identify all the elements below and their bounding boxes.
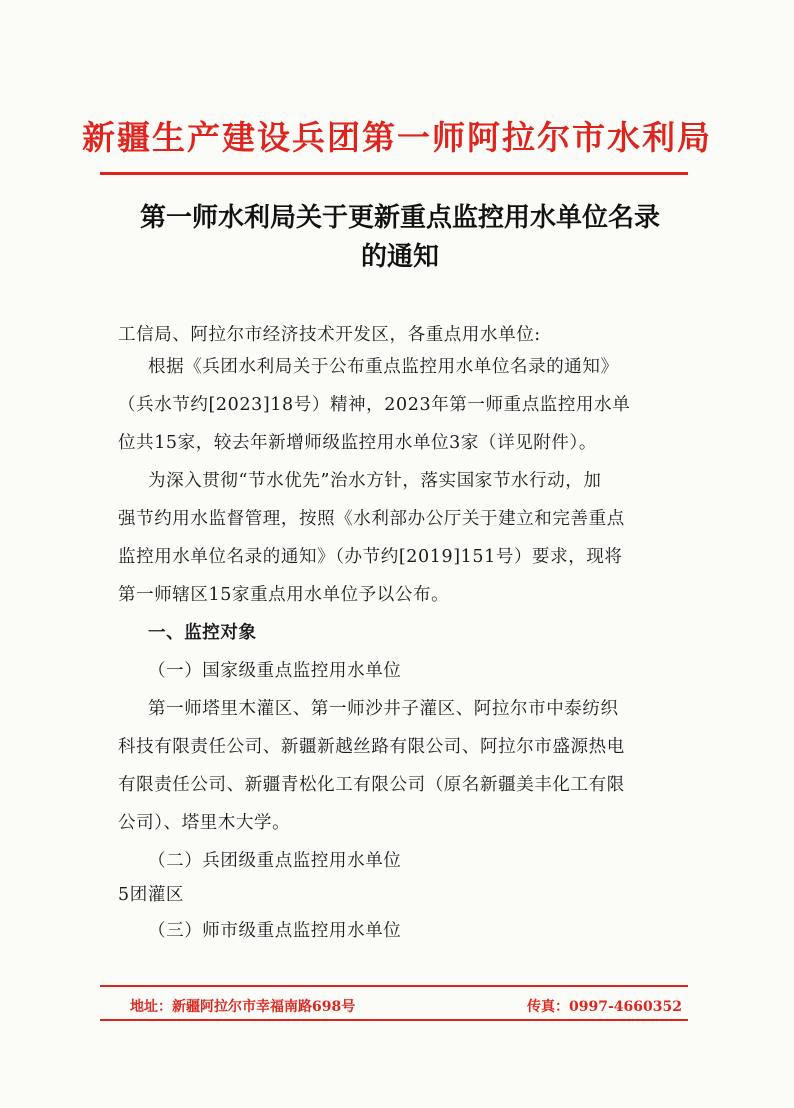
subsection-1-line-3: 有限责任公司、新疆青松化工有限公司（原名新疆美丰化工有限	[118, 775, 625, 795]
subsection-1-heading: （一）国家级重点监控用水单位	[148, 661, 402, 681]
paragraph-2-line-4: 第一师辖区15家重点用水单位予以公布。	[118, 585, 450, 605]
paragraph-2-line-1: 为深入贯彻“节水优先”治水方针，落实国家节水行动，加	[148, 471, 602, 491]
paragraph-1-line-3: 位共15家，较去年新增师级监控用水单位3家（详见附件）。	[118, 433, 597, 453]
paragraph-2-line-2: 强节约用水监督管理，按照《水利部办公厅关于建立和完善重点	[118, 509, 625, 529]
subsection-2-body: 5团灌区	[118, 885, 185, 905]
footer-fax: 传真：0997-4660352	[527, 999, 682, 1015]
subsection-3-heading: （三）师市级重点监控用水单位	[148, 921, 402, 941]
footer-address: 地址：新疆阿拉尔市幸福南路698号	[130, 999, 356, 1015]
subsection-1-line-4: 公司）、塔里木大学。	[118, 813, 291, 833]
document-title-line-2: 的通知	[360, 242, 439, 272]
letterhead-title: 新疆生产建设兵团第一师阿拉尔市水利局	[82, 118, 712, 157]
paragraph-1-line-2: （兵水节约[2023]18号）精神，2023年第一师重点监控用水单	[118, 395, 631, 415]
subsection-1-line-2: 科技有限责任公司、新疆新越丝路有限公司、阿拉尔市盛源热电	[118, 737, 625, 757]
document-title-line-1: 第一师水利局关于更新重点监控用水单位名录	[139, 203, 660, 233]
subsection-1-line-1: 第一师塔里木灌区、第一师沙井子灌区、阿拉尔市中泰纺织	[148, 699, 619, 719]
subsection-2-heading: （二）兵团级重点监控用水单位	[148, 851, 402, 871]
paragraph-2-line-3: 监控用水单位名录的通知》（办节约[2019]151号）要求，现将	[118, 547, 623, 567]
footer-red-rule-bottom	[100, 1019, 688, 1021]
footer-red-rule-top	[100, 985, 688, 987]
section-1-heading: 一、监控对象	[148, 623, 257, 643]
salutation: 工信局、阿拉尔市经济技术开发区，各重点用水单位:	[118, 325, 541, 345]
paragraph-1-line-1: 根据《兵团水利局关于公布重点监控用水单位名录的通知》	[148, 357, 619, 377]
letterhead-red-rule	[100, 172, 688, 175]
